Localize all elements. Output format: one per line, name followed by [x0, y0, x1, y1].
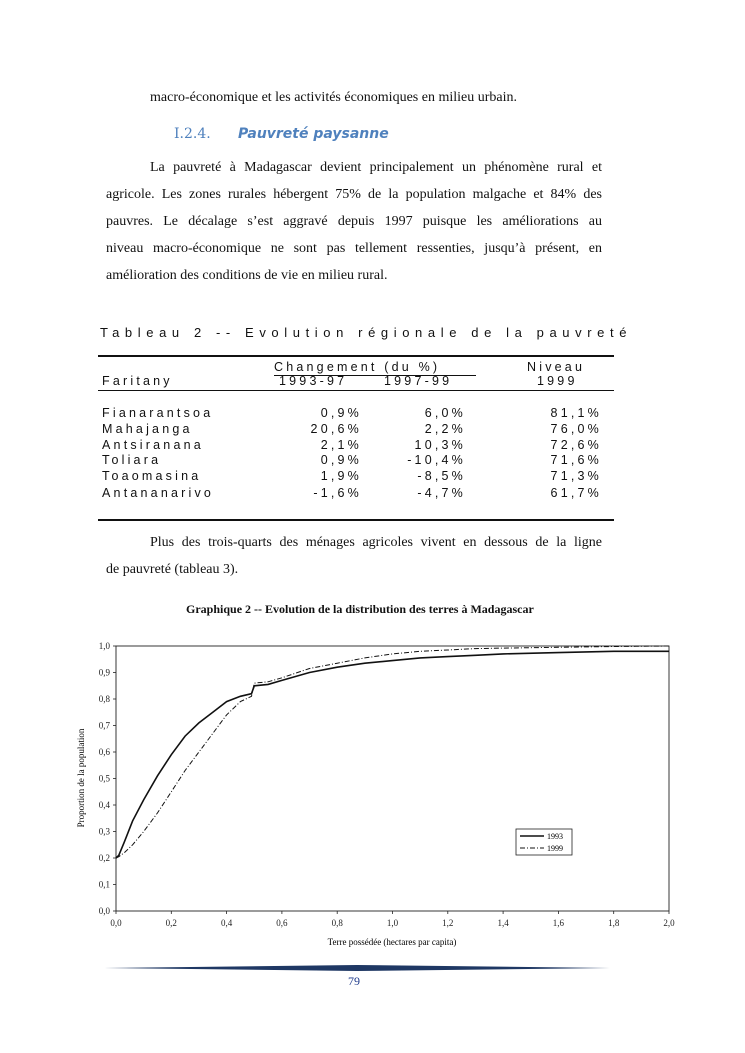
- cell-faritany: Toaomasina: [102, 469, 202, 483]
- table-col3-header: 1999: [537, 374, 578, 388]
- cell-change-1993-97: -1,6%: [313, 486, 362, 500]
- legend: [516, 829, 572, 855]
- x-tick-label: 1,8: [608, 918, 620, 928]
- table-group-header: Changement (du %): [274, 360, 441, 374]
- y-axis-label: Proportion de la population: [76, 728, 86, 828]
- table-row: [98, 453, 614, 469]
- series-1993-line: [116, 651, 669, 858]
- cell-level-1999: 71,3%: [550, 469, 602, 483]
- y-tick-label: 0,7: [98, 720, 110, 731]
- footer-rule: [104, 962, 610, 974]
- plot-frame: [116, 646, 669, 911]
- y-tick-label: 0,0: [98, 906, 110, 916]
- y-tick-label: 1,0: [98, 641, 110, 651]
- table-row: [98, 486, 614, 502]
- cell-change-1997-99: -10,4%: [407, 453, 466, 467]
- paragraph-line: amélioration des conditions de vie en milieu rural.: [106, 268, 388, 283]
- y-tick-label: 0,5: [98, 773, 110, 784]
- table-row: [98, 438, 614, 454]
- cell-change-1997-99: 6,0%: [424, 406, 466, 420]
- cell-change-1997-99: -8,5%: [417, 469, 466, 483]
- chart-title: Graphique 2 -- Evolution de la distribution des terres à Madagascar: [186, 602, 534, 616]
- cell-level-1999: 76,0%: [550, 422, 602, 436]
- y-tick-label: 0,2: [98, 853, 110, 863]
- paragraph-line: pauvres. Le décalage s’est aggravé depuis 1997 puisque les améliorations au: [106, 214, 602, 229]
- paragraph-menages: [106, 529, 602, 583]
- cell-change-1993-97: 2,1%: [320, 438, 362, 452]
- cell-faritany: Antsiranana: [102, 438, 204, 452]
- paragraph-line: niveau macro-économique ne sont pas tellement ressenties, jusqu’à présent, en: [106, 241, 602, 256]
- table-top-rule: [98, 355, 614, 357]
- table-row: [98, 406, 614, 422]
- y-tick-label: 0,8: [98, 694, 110, 704]
- x-tick-label: 1,6: [552, 918, 565, 928]
- y-tick-label: 0,1: [98, 879, 110, 890]
- legend-box: [516, 829, 572, 855]
- x-axis-ticks: [110, 911, 675, 928]
- cell-faritany: Antananarivo: [102, 486, 215, 500]
- table-col1-header: 1993-97: [279, 374, 348, 388]
- table-col2-header: 1997-99: [384, 374, 453, 388]
- cell-change-1993-97: 20,6%: [310, 422, 362, 436]
- x-tick-label: 0,6: [276, 918, 288, 928]
- y-tick-label: 0,3: [98, 826, 110, 837]
- legend-label-1993: 1993: [547, 832, 563, 841]
- poverty-table: [98, 355, 614, 523]
- paragraph-fragment-text: macro-économique et les activités économiques en milieu urbain.: [150, 90, 517, 105]
- x-tick-label: 1,4: [497, 918, 509, 928]
- table-row: [98, 422, 614, 438]
- x-tick-label: 0,8: [331, 918, 343, 928]
- y-tick-label: 0,6: [98, 747, 110, 757]
- section-heading: [174, 126, 389, 142]
- table-caption: Tableau 2 -- Evolution régionale de la pauvreté: [100, 325, 633, 340]
- y-tick-label: 0,4: [98, 800, 110, 810]
- paragraph-line: Plus des trois-quarts des ménages agricoles vivent en dessous de la ligne: [150, 535, 602, 550]
- cell-faritany: Toliara: [102, 453, 162, 467]
- table-row: [98, 469, 614, 485]
- paragraph-line: agricole. Les zones rurales hébergent 75% de la population malgache et 84% des: [106, 187, 602, 202]
- cell-change-1993-97: 0,9%: [320, 406, 362, 420]
- cell-level-1999: 71,6%: [550, 453, 602, 467]
- paragraph-pauvrete: [106, 154, 602, 294]
- page-number: 79: [348, 974, 360, 988]
- x-tick-label: 0,4: [220, 918, 233, 928]
- y-tick-label: 0,9: [98, 667, 110, 678]
- table-bottom-rule: [98, 519, 614, 521]
- cell-faritany: Fianarantsoa: [102, 406, 214, 420]
- cell-change-1997-99: 2,2%: [424, 422, 466, 436]
- table-header-rule: [98, 390, 614, 391]
- land-distribution-chart: [70, 632, 690, 952]
- table-level-header: Niveau: [527, 360, 586, 374]
- cell-change-1993-97: 1,9%: [320, 469, 362, 483]
- series-1999-line: [116, 646, 669, 858]
- section-number: I.2.4.: [174, 126, 211, 142]
- cell-change-1993-97: 0,9%: [320, 453, 362, 467]
- y-axis-ticks: [99, 641, 116, 916]
- cell-faritany: Mahajanga: [102, 422, 193, 436]
- table-row-header: Faritany: [102, 374, 173, 388]
- x-axis-label: Terre possédée (hectares par capita): [327, 937, 457, 947]
- x-tick-label: 1,0: [386, 918, 399, 928]
- cell-level-1999: 72,6%: [550, 438, 602, 452]
- cell-change-1997-99: 10,3%: [414, 438, 466, 452]
- cell-level-1999: 61,7%: [550, 486, 602, 500]
- paragraph-line: La pauvreté à Madagascar devient principalement un phénomène rural et: [150, 160, 602, 175]
- x-tick-label: 2,0: [663, 918, 675, 928]
- cell-change-1997-99: -4,7%: [417, 486, 466, 500]
- x-tick-label: 0,2: [165, 918, 177, 928]
- cell-level-1999: 81,1%: [550, 406, 602, 420]
- legend-label-1999: 1999: [547, 844, 563, 853]
- section-title: Pauvreté paysanne: [238, 126, 389, 142]
- paragraph-line: de pauvreté (tableau 3).: [106, 562, 239, 577]
- x-tick-label: 0,0: [110, 918, 122, 928]
- paragraph-fragment: [150, 84, 610, 111]
- x-tick-label: 1,2: [442, 918, 454, 928]
